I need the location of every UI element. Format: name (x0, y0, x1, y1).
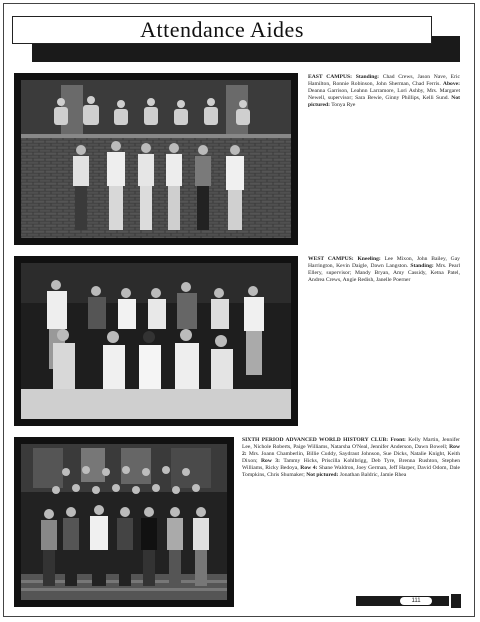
history-club-caption (242, 437, 460, 478)
east-campus-caption (308, 74, 460, 109)
caption-label: Row 2: (242, 443, 460, 457)
caption-label: Standing: (355, 74, 380, 80)
section-heading: WEST CAMPUS: (308, 256, 354, 262)
west-campus-photo (14, 256, 298, 426)
caption-names: Mrs. Joann Chamberlin, Billie Cuddy, Saydraut Johnson, Sue Dicks, Natalie Knight, Keith Dixon; (242, 450, 460, 464)
caption-names: Jonathan Baldric, Jamie Rhea (339, 471, 407, 478)
caption-names: Shane Waldron, Joey German, Jeff Harper, David Odom, Dale Tompkins, Chris Shumaker; (242, 464, 461, 478)
caption-names: Lee Mixon, John Bailey, Gay Harrington, Kevin Daigle, Dawn Langston. (308, 256, 460, 269)
title-box (12, 16, 432, 44)
footer-tab (449, 594, 461, 608)
section-heading: EAST CAMPUS: (308, 74, 353, 80)
west-campus-caption (308, 256, 460, 284)
caption-names: Mrs. Pearl Ellery, supervisor; Mandy Bryan, Amy Cassidy, Ketna Patel, Andrea Crews, Angie Redish, Janelle Poerner (308, 262, 461, 283)
history-club-photo (14, 437, 234, 607)
caption-label: Not pictured: (308, 94, 460, 108)
caption-names: Chad Crews, Jason Nave, Eric Hamilton, Ronnie Robinson, John Sherman, Chad Ferris. (308, 74, 460, 87)
caption-names: Deanna Garrison, Leahnn Larramore, Lori Ashby, Mrs. Margaret Newell, supervisor; Sara Bewie, Ginny Phillips, Kelli Sund. (308, 87, 460, 101)
caption-label: Kneeling: (357, 256, 381, 262)
caption-label: Standing: (410, 262, 434, 269)
caption-names: Tammy Hicks, Priscilla Kohlbrigg, Deb Tyre, Brenna Rushton, Stephen Williams, Ricky Bedoya, (242, 457, 460, 471)
page-title: Attendance Aides (140, 17, 304, 42)
caption-label: Row 4: (300, 464, 318, 471)
caption-label: Above: (442, 80, 460, 87)
caption-label: Not pictured: (306, 471, 339, 478)
east-campus-photo (14, 73, 298, 245)
caption-label: Row 3: (260, 457, 280, 464)
caption-names: Tonya Rye (331, 101, 356, 108)
caption-names: Kelly Martin, Jennifer Lee, Nichole Roberts, Paige Williams, Natarsha O'Neal, Jennifer Anderson, Dawn Bowell; (242, 437, 460, 450)
caption-label: Front: (390, 437, 406, 443)
section-heading: SIXTH PERIOD ADVANCED WORLD HISTORY CLUB: (242, 437, 389, 443)
page-number: 111 (400, 597, 432, 605)
